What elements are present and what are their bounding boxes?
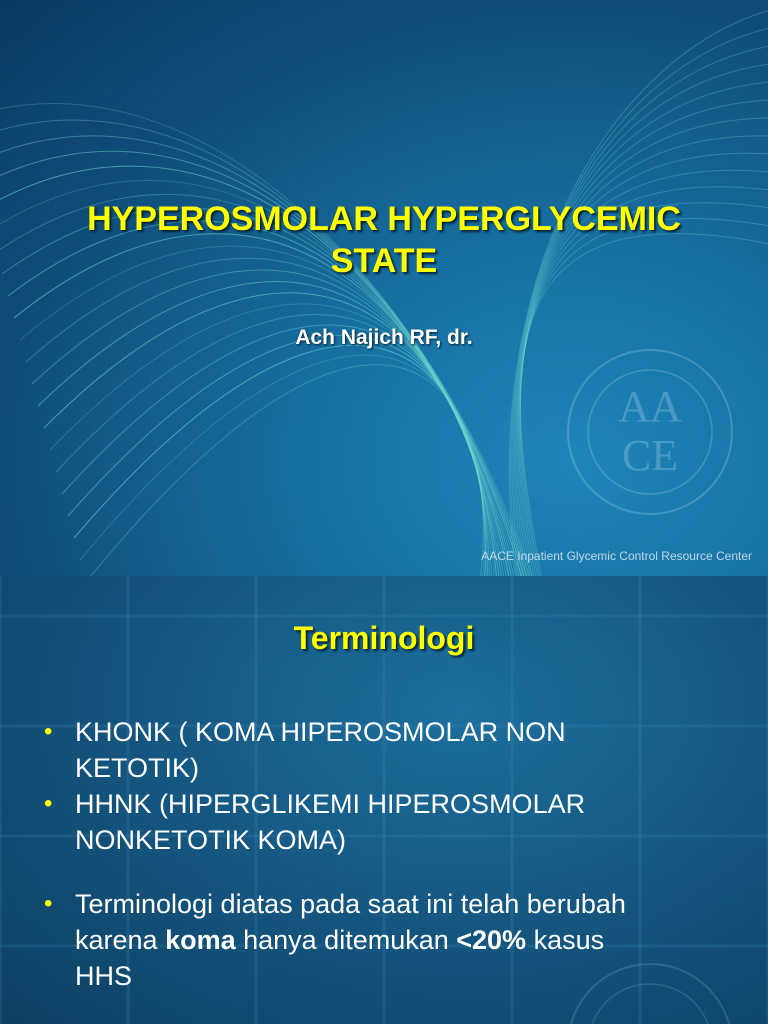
content-slide	[0, 576, 768, 1024]
bullet-dot-icon: •	[44, 718, 53, 745]
bullet-text: hanya ditemukan	[235, 925, 457, 955]
bullet-dot-icon: •	[44, 790, 53, 817]
bullet-item	[44, 886, 744, 994]
bullet-list	[44, 714, 744, 994]
bullet-line: NONKETOTIK KOMA)	[75, 825, 347, 855]
slide-title	[40, 198, 728, 282]
slide-title: Terminologi	[293, 620, 475, 656]
bullet-text: kasus	[526, 925, 605, 955]
slide-title-line-1: HYPEROSMOLAR HYPERGLYCEMIC	[87, 200, 681, 238]
bullet-text: karena	[75, 925, 166, 955]
bullet-item	[44, 786, 744, 858]
bullet-dot-icon: •	[44, 890, 53, 917]
bullet-emphasis: koma	[165, 925, 236, 955]
slide-title-line-2: STATE	[330, 242, 438, 280]
bullet-emphasis: <20%	[456, 925, 527, 955]
bullet-line	[75, 922, 744, 958]
bullet-line: HHS	[75, 961, 133, 991]
bullet-line: Terminologi diatas pada saat ini telah berubah	[75, 889, 626, 919]
bullet-line: KHONK ( KOMA HIPEROSMOLAR NON	[75, 717, 566, 747]
author-name: Ach Najich RF, dr.	[295, 326, 473, 349]
seal-monogram-top: AA	[618, 382, 682, 431]
seal-monogram-bottom: CE	[621, 431, 679, 480]
bullet-line: KETOTIK)	[75, 753, 200, 783]
footer-credit: AACE Inpatient Glycemic Control Resource Center	[481, 549, 752, 563]
bullet-line: HHNK (HIPERGLIKEMI HIPEROSMOLAR	[75, 789, 586, 819]
bullet-item	[44, 714, 744, 786]
